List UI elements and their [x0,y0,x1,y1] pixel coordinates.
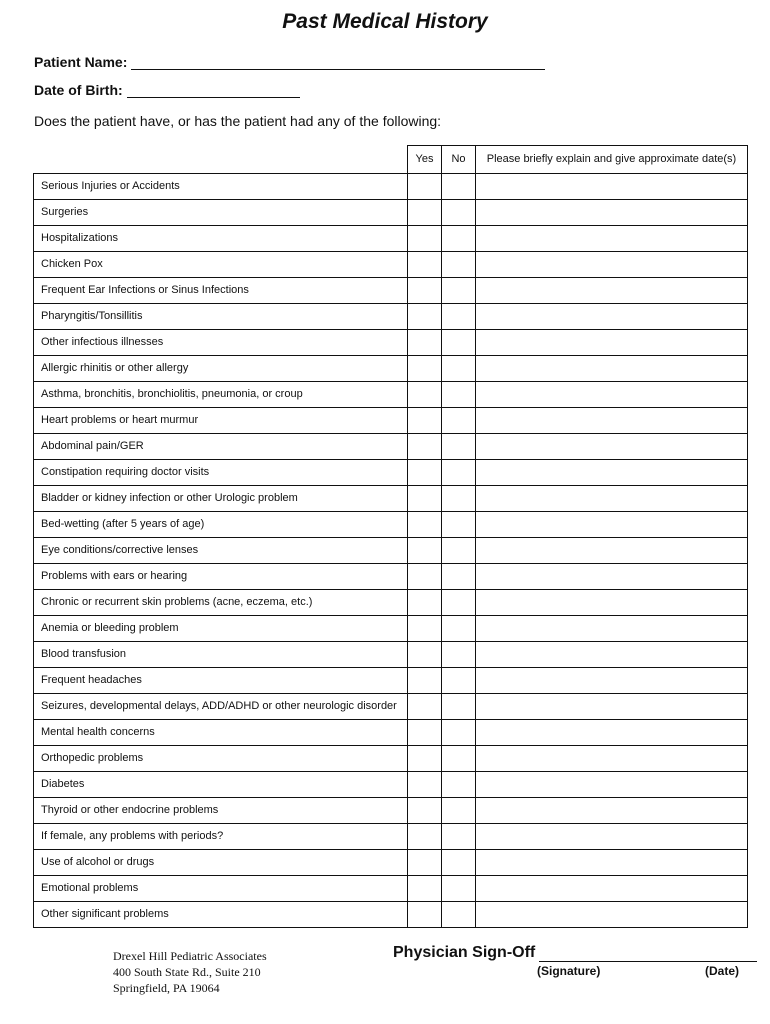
no-cell[interactable] [442,850,476,876]
condition-label: Problems with ears or hearing [34,564,408,590]
condition-label: Blood transfusion [34,642,408,668]
yes-cell[interactable] [408,772,442,798]
explain-cell[interactable] [476,356,748,382]
no-cell[interactable] [442,876,476,902]
table-row [34,876,748,902]
explain-cell[interactable] [476,434,748,460]
no-cell[interactable] [442,330,476,356]
yes-cell[interactable] [408,538,442,564]
date-label: (Date) [705,964,740,978]
explain-cell[interactable] [476,616,748,642]
no-cell[interactable] [442,642,476,668]
no-cell[interactable] [442,226,476,252]
yes-cell[interactable] [408,278,442,304]
history-body [34,174,748,928]
condition-label: Thyroid or other endocrine problems [34,798,408,824]
explain-cell[interactable] [476,564,748,590]
practice-name: Drexel Hill Pediatric Associates [113,949,267,963]
condition-label: Anemia or bleeding problem [34,616,408,642]
no-cell[interactable] [442,746,476,772]
condition-label: Seizures, developmental delays, ADD/ADHD or other neurologic disorder [34,694,408,720]
explain-cell[interactable] [476,382,748,408]
dob-row [34,82,300,98]
table-header-row [34,146,748,174]
physician-signoff [393,944,757,962]
no-cell[interactable] [442,694,476,720]
no-cell[interactable] [442,512,476,538]
yes-cell[interactable] [408,746,442,772]
explain-cell[interactable] [476,668,748,694]
condition-label: Constipation requiring doctor visits [34,460,408,486]
explain-cell[interactable] [476,694,748,720]
no-cell[interactable] [442,382,476,408]
condition-label: Other infectious illnesses [34,330,408,356]
no-cell[interactable] [442,720,476,746]
condition-label: Heart problems or heart murmur [34,408,408,434]
condition-label: Serious Injuries or Accidents [34,174,408,200]
yes-cell[interactable] [408,876,442,902]
no-cell[interactable] [442,304,476,330]
condition-label: Use of alcohol or drugs [34,850,408,876]
header-blank [34,146,408,174]
no-cell[interactable] [442,356,476,382]
yes-cell[interactable] [408,330,442,356]
yes-cell[interactable] [408,174,442,200]
yes-cell[interactable] [408,304,442,330]
explain-cell[interactable] [476,850,748,876]
table-row [34,486,748,512]
table-row [34,590,748,616]
no-cell[interactable] [442,668,476,694]
explain-cell[interactable] [476,174,748,200]
no-cell[interactable] [442,824,476,850]
explain-cell[interactable] [476,720,748,746]
explain-cell[interactable] [476,278,748,304]
explain-cell[interactable] [476,200,748,226]
table-row [34,356,748,382]
explain-cell[interactable] [476,876,748,902]
condition-label: Mental health concerns [34,720,408,746]
no-cell[interactable] [442,486,476,512]
patient-name-row [34,54,545,70]
table-row [34,200,748,226]
explain-cell[interactable] [476,772,748,798]
table-row [34,382,748,408]
yes-cell[interactable] [408,590,442,616]
condition-label: Diabetes [34,772,408,798]
practice-address [113,948,267,996]
table-row [34,616,748,642]
yes-cell[interactable] [408,200,442,226]
condition-label: Chicken Pox [34,252,408,278]
patient-name-label: Patient Name: [34,54,128,70]
address-line-1: 400 South State Rd., Suite 210 [113,965,261,979]
table-row [34,798,748,824]
condition-label: Hospitalizations [34,226,408,252]
table-row [34,460,748,486]
yes-cell[interactable] [408,850,442,876]
condition-label: Other significant problems [34,902,408,928]
no-cell[interactable] [442,200,476,226]
explain-cell[interactable] [476,642,748,668]
table-row [34,226,748,252]
table-row [34,850,748,876]
condition-label: If female, any problems with periods? [34,824,408,850]
no-header: No [442,146,476,174]
table-row [34,512,748,538]
explain-cell[interactable] [476,824,748,850]
signoff-label: Physician Sign-Off [393,944,536,961]
condition-label: Frequent headaches [34,668,408,694]
explain-cell[interactable] [476,798,748,824]
explain-cell[interactable] [476,226,748,252]
yes-cell[interactable] [408,434,442,460]
table-row [34,902,748,928]
condition-label: Chronic or recurrent skin problems (acne, eczema, etc.) [34,590,408,616]
explain-cell[interactable] [476,252,748,278]
yes-cell[interactable] [408,512,442,538]
no-cell[interactable] [442,590,476,616]
table-row [34,434,748,460]
explain-cell[interactable] [476,902,748,928]
yes-cell[interactable] [408,798,442,824]
yes-cell[interactable] [408,252,442,278]
explain-cell[interactable] [476,408,748,434]
table-row [34,642,748,668]
table-row [34,538,748,564]
table-row [34,746,748,772]
condition-label: Surgeries [34,200,408,226]
condition-label: Orthopedic problems [34,746,408,772]
yes-cell[interactable] [408,486,442,512]
condition-label: Bed-wetting (after 5 years of age) [34,512,408,538]
page-title: Past Medical History [282,10,488,33]
no-cell[interactable] [442,174,476,200]
no-cell[interactable] [442,408,476,434]
table-row [34,772,748,798]
dob-field[interactable] [127,83,300,98]
yes-cell[interactable] [408,902,442,928]
table-row [34,252,748,278]
history-table [33,145,748,928]
yes-cell[interactable] [408,642,442,668]
history-question: Does the patient have, or has the patient had any of the following: [34,113,442,129]
no-cell[interactable] [442,772,476,798]
table-row [34,694,748,720]
condition-label: Emotional problems [34,876,408,902]
no-cell[interactable] [442,460,476,486]
yes-cell[interactable] [408,564,442,590]
yes-cell[interactable] [408,824,442,850]
patient-name-field[interactable] [131,55,545,70]
no-cell[interactable] [442,564,476,590]
condition-label: Frequent Ear Infections or Sinus Infections [34,278,408,304]
address-line-2: Springfield, PA 19064 [113,981,220,995]
yes-cell[interactable] [408,668,442,694]
yes-cell[interactable] [408,356,442,382]
condition-label: Asthma, bronchitis, bronchiolitis, pneumonia, or croup [34,382,408,408]
yes-cell[interactable] [408,720,442,746]
explain-cell[interactable] [476,304,748,330]
table-row [34,330,748,356]
yes-cell[interactable] [408,616,442,642]
table-row [34,668,748,694]
condition-label: Bladder or kidney infection or other Urologic problem [34,486,408,512]
table-row [34,564,748,590]
explain-cell[interactable] [476,538,748,564]
no-cell[interactable] [442,434,476,460]
signature-label: (Signature) [537,964,601,978]
yes-cell[interactable] [408,226,442,252]
table-row [34,824,748,850]
explain-cell[interactable] [476,746,748,772]
explain-cell[interactable] [476,486,748,512]
explain-cell[interactable] [476,512,748,538]
dob-label: Date of Birth: [34,82,123,98]
table-row [34,174,748,200]
yes-cell[interactable] [408,460,442,486]
no-cell[interactable] [442,902,476,928]
explain-cell[interactable] [476,590,748,616]
yes-cell[interactable] [408,382,442,408]
no-cell[interactable] [442,798,476,824]
no-cell[interactable] [442,538,476,564]
table-row [34,408,748,434]
signature-field[interactable] [539,946,757,962]
no-cell[interactable] [442,278,476,304]
condition-label: Abdominal pain/GER [34,434,408,460]
condition-label: Pharyngitis/Tonsillitis [34,304,408,330]
table-row [34,278,748,304]
yes-cell[interactable] [408,408,442,434]
table-row [34,720,748,746]
explain-cell[interactable] [476,460,748,486]
no-cell[interactable] [442,616,476,642]
condition-label: Allergic rhinitis or other allergy [34,356,408,382]
table-row [34,304,748,330]
yes-header: Yes [408,146,442,174]
condition-label: Eye conditions/corrective lenses [34,538,408,564]
no-cell[interactable] [442,252,476,278]
explain-cell[interactable] [476,330,748,356]
explain-header: Please briefly explain and give approximate date(s) [476,146,748,174]
yes-cell[interactable] [408,694,442,720]
